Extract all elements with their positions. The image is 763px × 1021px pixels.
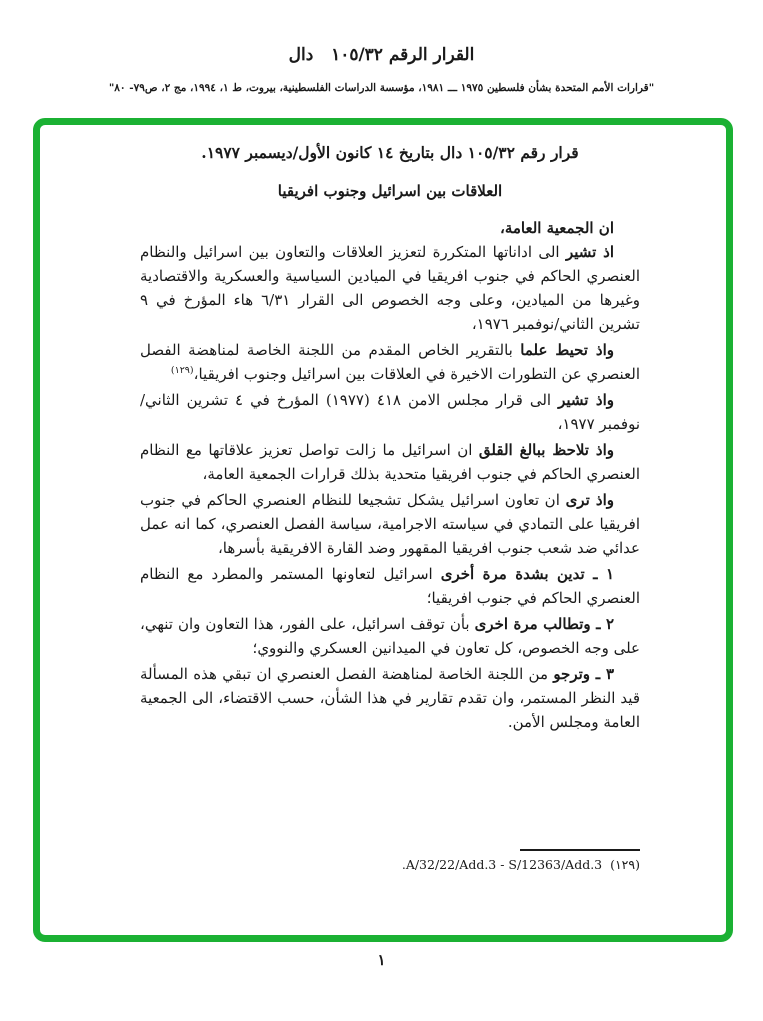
resolution-operative-paragraph-3: [140, 662, 640, 734]
footnote-text: (١٢٩) A/32/22/Add.3 - S/12363/Add.3.: [401, 857, 640, 872]
paragraph-text: بأن توقف اسرائيل، على الفور، هذا التعاون وان تنهي، على وجه الخصوص، كل تعاون في الميدانين العسكري والنووي؛: [140, 615, 640, 657]
footnote-divider: [520, 849, 640, 851]
paragraph-text: اسرائيل لتعاونها المستمر والمطرد مع النظام العنصري الحاكم في جنوب افريقيا؛: [140, 565, 640, 607]
paragraph-text: ان تعاون اسرائيل يشكل تشجيعا للنظام العنصري الحاكم في جنوب افريقيا على التمادي في سياسته الاجرامية، سياسة الفصل العنصري، كما انه عمل عدائي ضد شعب جنوب افريقيا المقهور وضد القارة الافريقية بأسرها،: [140, 491, 640, 557]
footnote-ref-superscript: (١٢٩): [170, 365, 194, 376]
resolution-operative-paragraph-2: [140, 612, 640, 660]
paragraph-lead: واذ ترى: [565, 491, 614, 509]
resolution-paragraph-4: [140, 438, 640, 486]
doc-header: [0, 44, 763, 95]
paragraph-lead: واذ تشير: [558, 391, 615, 409]
resolution-title: قرار رقم ١٠٥/٣٢ دال بتاريخ ١٤ كانون الأول/ديسمبر ١٩٧٧.: [201, 143, 579, 162]
paragraph-lead: واذ تلاحظ ببالغ القلق: [478, 441, 614, 459]
resolution-border-box: [33, 118, 733, 942]
paragraph-lead: اذ تشير: [565, 243, 614, 261]
paragraph-text: الى اداناتها المتكررة لتعزيز العلاقات والتعاون بين اسرائيل والنظام العنصري الحاكم في جنوب افريقيا في الميادين السياسية والعسكرية والاقتصادية وغيرها من الميادين، وعلى وجه الخصوص الى القرار ٦/٣١ هاء المؤرخ في ٩ تشرين الثاني/نوفمبر ١٩٧٦،: [140, 243, 640, 333]
resolution-paragraph-1: [140, 240, 640, 336]
resolution-paragraph-5: [140, 488, 640, 560]
paragraph-text: بالتقرير الخاص المقدم من اللجنة الخاصة لمناهضة الفصل العنصري عن التطورات الاخيرة في العلاقات بين اسرائيل وجنوب افريقيا،: [140, 341, 640, 383]
paragraph-lead: ٢ ـ وتطالب مرة اخرى: [474, 615, 614, 633]
resolution-opening-clause: ان الجمعية العامة،: [500, 219, 614, 237]
resolution-paragraph-3: [140, 388, 640, 436]
paragraph-lead: ١ ـ تدين بشدة مرة أخرى: [440, 565, 615, 583]
paragraph-text: الى قرار مجلس الامن ٤١٨ (١٩٧٧) المؤرخ في ٤ تشرين الثاني/نوفمبر ١٩٧٧،: [140, 391, 640, 433]
resolution-paragraph-2: [140, 338, 640, 386]
paragraph-text: ان اسرائيل ما زالت تواصل تعزيز علاقاتها مع النظام العنصري الحاكم في جنوب افريقيا متحدية بذلك قرارات الجمعية العامة،: [140, 441, 640, 483]
resolution-subtitle: العلاقات بين اسرائيل وجنوب افريقيا: [277, 182, 503, 200]
paragraph-lead: واذ تحيط علما: [520, 341, 614, 359]
page-number: ١: [377, 951, 386, 969]
source-citation-line: "قرارات الأمم المتحدة بشأن فلسطين ١٩٧٥ ـــ ١٩٨١، مؤسسة الدراسات الفلسطينية، بيروت، ط ١، ١٩٩٤، مج ٢، ص٧٩- ٨٠": [108, 82, 655, 94]
resolution-operative-paragraph-1: [140, 562, 640, 610]
resolution-number-heading: القرار الرقم ١٠٥/٣٢ دال: [288, 45, 475, 65]
paragraph-text: من اللجنة الخاصة لمناهضة الفصل العنصري ان تبقي هذه المسألة قيد النظر المستمر، وان تقدم تقارير في هذا الشأن، حسب الاقتضاء، الى الجمعية العامة ومجلس الأمن.: [140, 665, 640, 731]
paragraph-lead: ٣ ـ وترجو: [553, 665, 614, 683]
footnote-block: [380, 849, 640, 873]
